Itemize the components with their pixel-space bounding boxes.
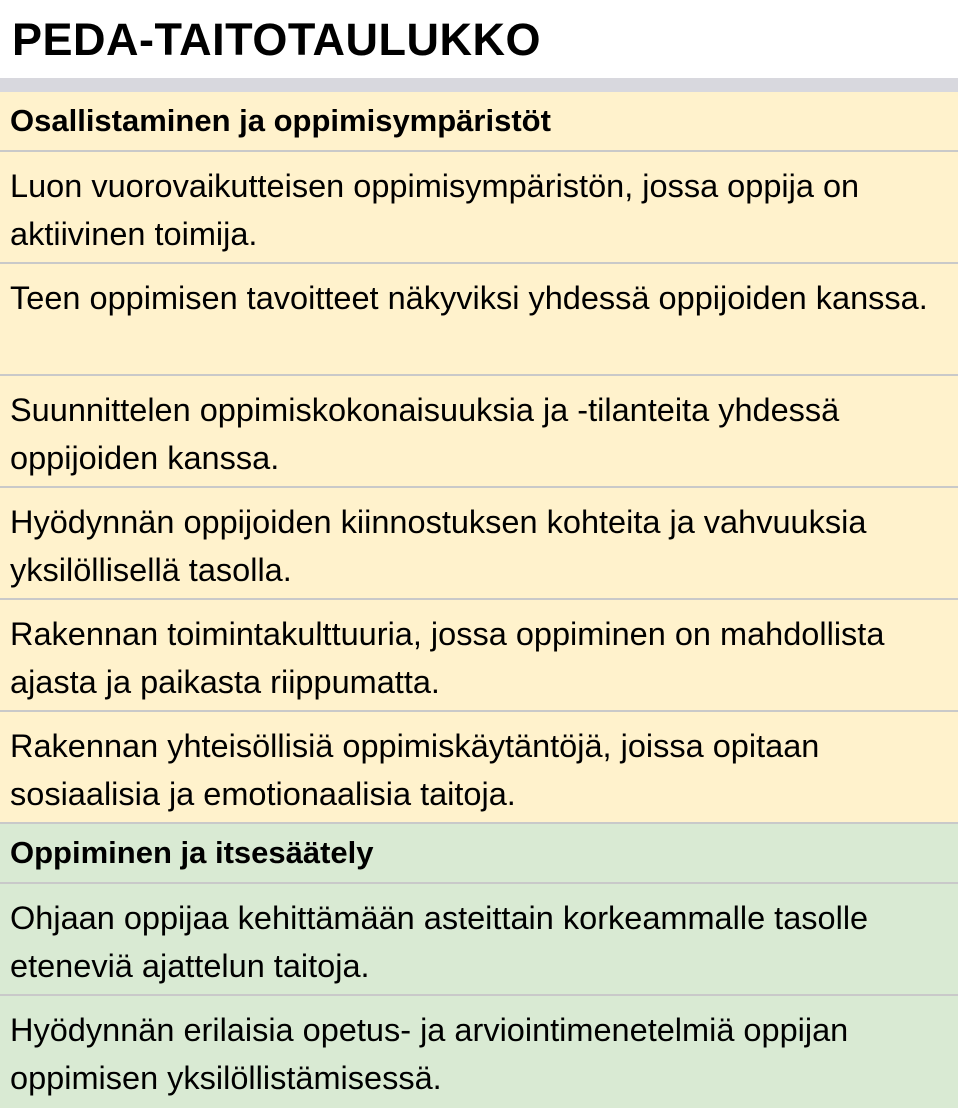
table-row: Ohjaan oppijaa kehittämään asteittain korkeammalle tasolle eteneviä ajattelun taitoja. [0, 884, 958, 996]
table-row: Hyödynnän oppijoiden kiinnostuksen kohteita ja vahvuuksia yksilöllisellä tasolla. [0, 488, 958, 600]
table-row: Suunnittelen oppimiskokonaisuuksia ja -tilanteita yhdessä oppijoiden kanssa. [0, 376, 958, 488]
table-row: Teen oppimisen tavoitteet näkyviksi yhdessä oppijoiden kanssa. [0, 264, 958, 376]
title-divider [0, 78, 958, 92]
section-header-participation: Osallistaminen ja oppimisympäristöt [0, 92, 958, 152]
section-header-learning: Oppiminen ja itsesäätely [0, 824, 958, 884]
table-row: Rakennan yhteisöllisiä oppimiskäytäntöjä, joissa opitaan sosiaalisia ja emotionaalisia taitoja. [0, 712, 958, 824]
table-row: Luon vuorovaikutteisen oppimisympäristön, jossa oppija on aktiivinen toimija. [0, 152, 958, 264]
page-title: PEDA-TAITOTAULUKKO [12, 13, 541, 65]
table-row: Hyödynnän erilaisia opetus- ja arviointimenetelmiä oppijan oppimisen yksilöllistämisessä. [0, 996, 958, 1108]
skills-table [0, 92, 958, 1108]
title-bar [0, 0, 958, 78]
table-row: Rakennan toimintakulttuuria, jossa oppiminen on mahdollista ajasta ja paikasta riippumatta. [0, 600, 958, 712]
